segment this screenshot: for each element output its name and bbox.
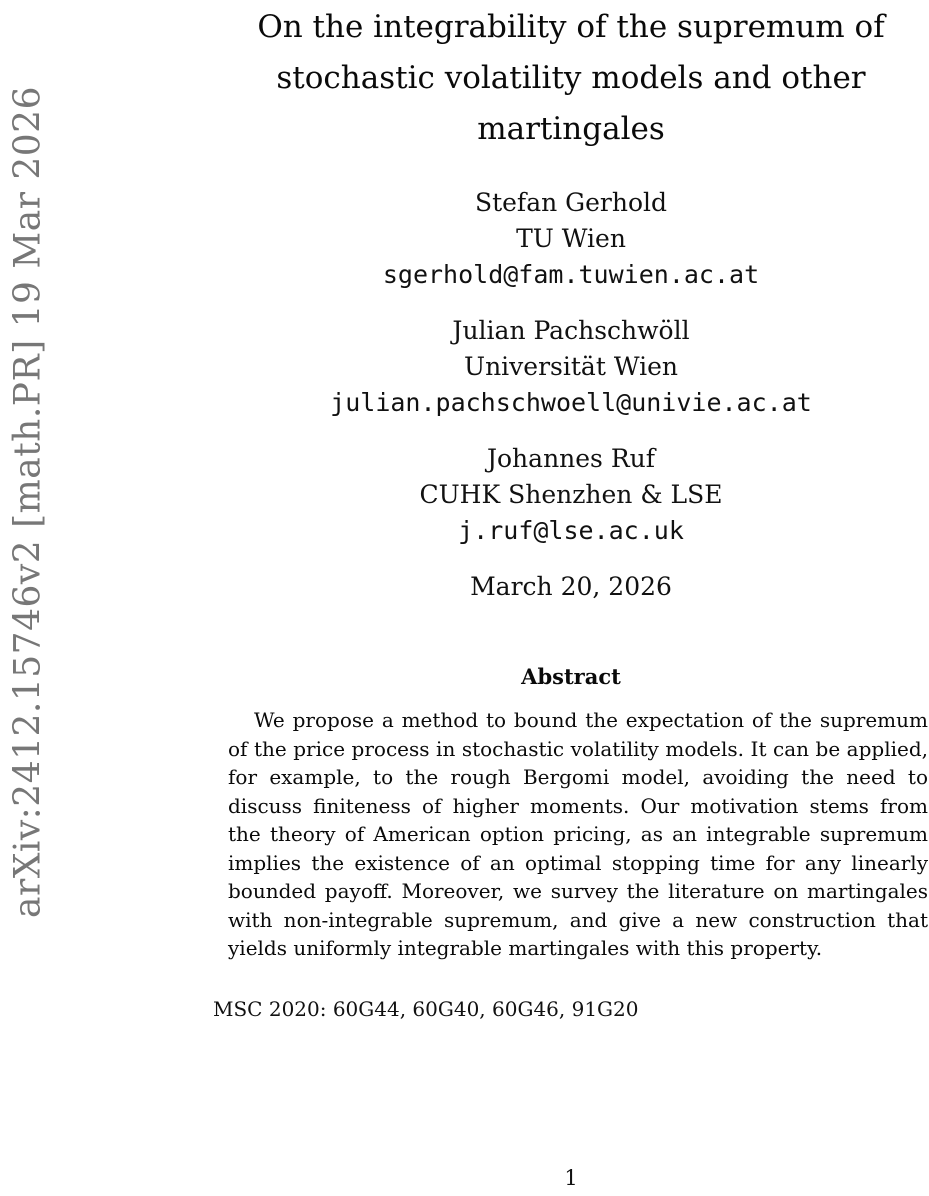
author-email: julian.pachschwoell@univie.ac.at (330, 388, 812, 417)
arxiv-stamp: arXiv:2412.15746v2 [math.PR] 19 Mar 2026 (7, 86, 49, 918)
page-content (213, 0, 929, 1023)
author-affiliation: CUHK Shenzhen & LSE (419, 480, 723, 509)
page-number: 1 (564, 1166, 578, 1190)
paper-title-line-3: martingales (477, 111, 665, 147)
author-affiliation: TU Wien (516, 224, 626, 253)
author-email: sgerhold@fam.tuwien.ac.at (382, 260, 760, 289)
paper-title (213, 0, 929, 155)
author-name: Stefan Gerhold (474, 188, 668, 217)
paper-title-line-1: On the integrability of the supremum of (257, 9, 885, 45)
paper-date: March 20, 2026 (470, 572, 672, 601)
msc-classification: MSC 2020: 60G44, 60G40, 60G46, 91G20 (213, 996, 639, 1021)
author-block-2 (213, 313, 929, 421)
author-affiliation: Universität Wien (464, 352, 678, 381)
author-name: Johannes Ruf (486, 444, 656, 473)
author-block-1 (213, 185, 929, 293)
author-name: Julian Pachschwöll (452, 316, 690, 345)
abstract-text: We propose a method to bound the expectation of the supremum of the price process in stochastic volatility models. It can be applied, for example, to the rough Bergomi model, avoiding the need to discuss finiteness of higher moments. Our motivation stems from the theory of American option pricing, as an integrable supremum implies the existence of an optimal stopping time for any linearly bounded payoff. Moreover, we survey the literature on martingales with non-integrable supremum, and give a new construction that yields uniformly integrable martingales with this property. (228, 708, 928, 960)
author-list (213, 185, 929, 549)
author-email: j.ruf@lse.ac.uk (458, 516, 684, 545)
abstract-heading: Abstract (521, 664, 621, 689)
author-block-3 (213, 441, 929, 549)
paper-title-line-2: stochastic volatility models and other (276, 60, 866, 96)
